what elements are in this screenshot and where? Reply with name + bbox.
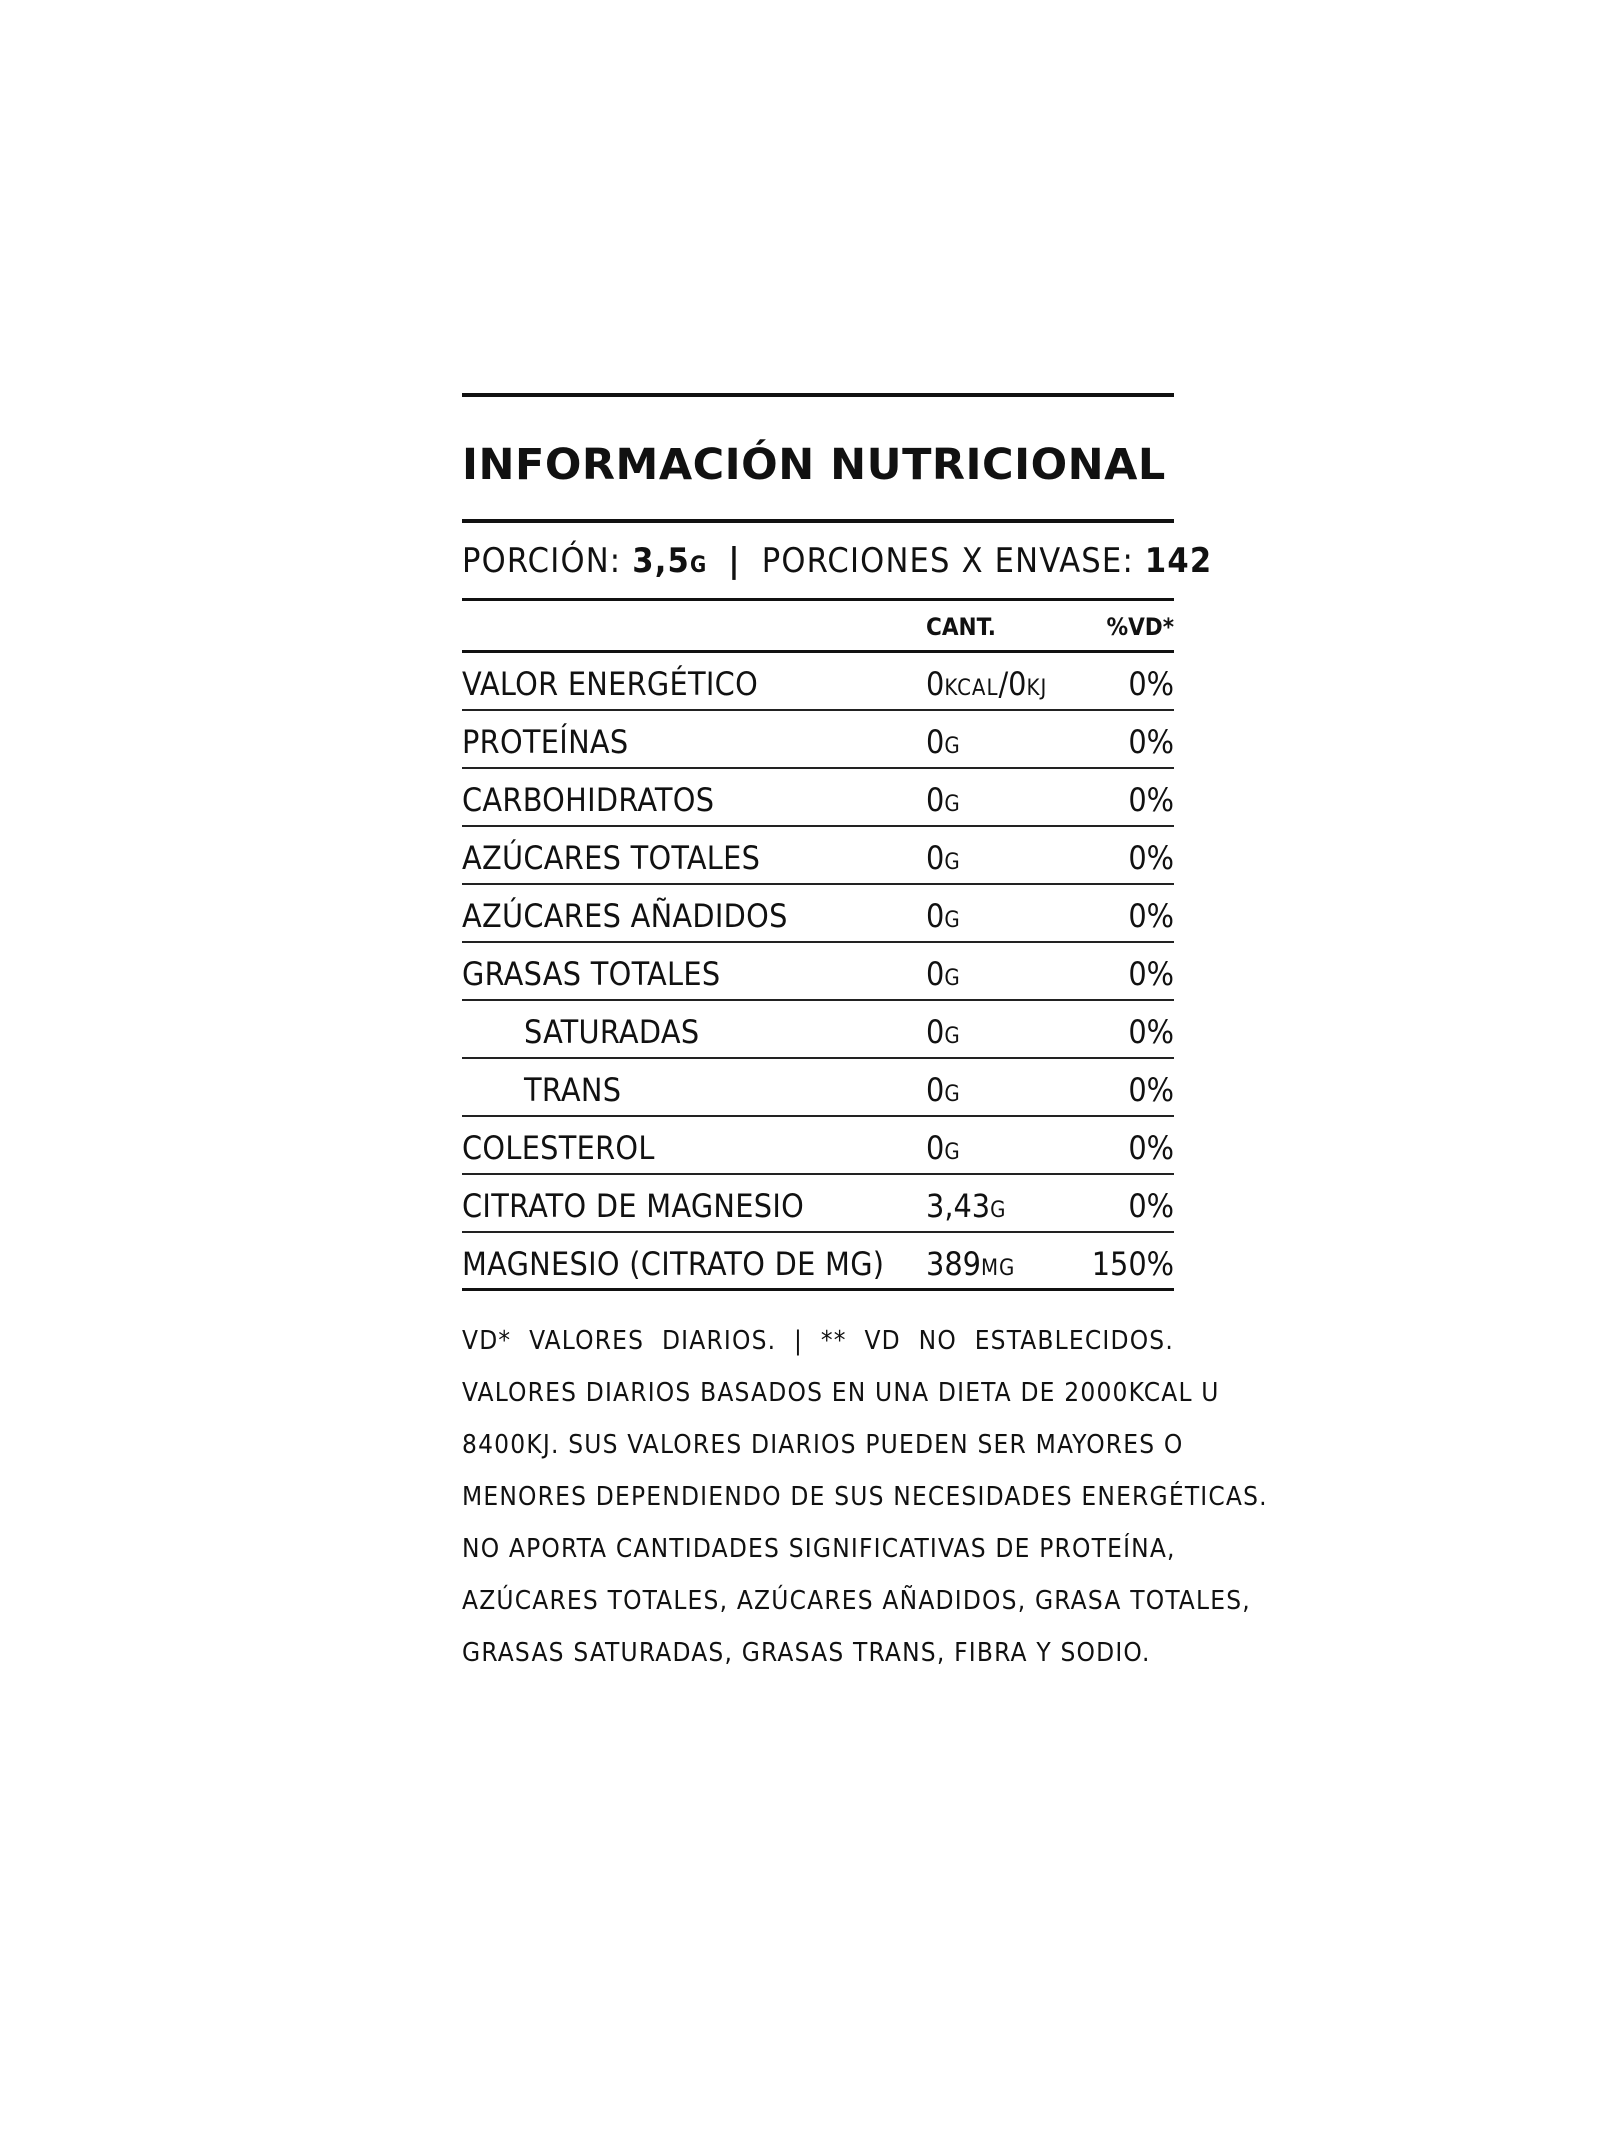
column-header	[462, 601, 1174, 653]
nutrient-amount	[926, 839, 961, 877]
nutrient-daily-value: 0%	[1128, 897, 1174, 935]
nutrient-amount	[926, 1129, 961, 1167]
footnotes	[462, 1315, 1268, 1679]
amount-unit: G	[944, 792, 961, 817]
daily-value-column-header: %VD*	[1106, 613, 1174, 641]
portion-size-value: 3,5	[632, 541, 691, 581]
amount-value: 0	[926, 1129, 945, 1167]
portions-per-pack-label: PORCIONES X ENVASE:	[761, 541, 1134, 581]
nutrient-row	[462, 943, 1174, 1001]
portion-line	[462, 523, 1213, 601]
amount-value: 0	[926, 897, 945, 935]
portion-size-unit: G	[690, 553, 708, 578]
nutrient-amount	[926, 955, 961, 993]
nutrient-daily-value: 0%	[1128, 955, 1174, 993]
amount-unit: G	[944, 734, 961, 759]
nutrition-facts-panel	[462, 393, 1268, 1679]
amount-unit: MG	[980, 1256, 1016, 1281]
nutrient-daily-value: 150%	[1091, 1245, 1174, 1283]
amount-unit-secondary: KJ	[1026, 676, 1048, 701]
nutrient-daily-value: 0%	[1128, 665, 1174, 703]
amount-unit: G	[944, 1024, 961, 1049]
nutrient-amount	[926, 665, 1047, 703]
amount-unit: G	[944, 966, 961, 991]
amount-unit: G	[944, 850, 961, 875]
nutrient-rows	[462, 653, 1174, 1291]
nutrient-amount	[926, 781, 961, 819]
nutrient-daily-value: 0%	[1128, 1129, 1174, 1167]
nutrient-daily-value: 0%	[1128, 1187, 1174, 1225]
nutrient-name: AZÚCARES TOTALES	[462, 839, 761, 877]
amount-value: 0	[926, 665, 945, 703]
amount-unit: KCAL	[944, 676, 999, 701]
amount-value: 0	[926, 723, 945, 761]
footnote-line: MENORES DEPENDIENDO DE SUS NECESIDADES ENERGÉTICAS.	[462, 1482, 1268, 1512]
nutrient-daily-value: 0%	[1128, 1013, 1174, 1051]
nutrient-name: SATURADAS	[524, 1013, 700, 1051]
nutrient-name: VALOR ENERGÉTICO	[462, 665, 759, 703]
nutrient-name: PROTEÍNAS	[462, 723, 629, 761]
amount-unit: G	[944, 1140, 961, 1165]
nutrient-row	[462, 653, 1174, 711]
nutrient-daily-value: 0%	[1128, 839, 1174, 877]
nutrient-row	[462, 769, 1174, 827]
nutrient-name: CITRATO DE MAGNESIO	[462, 1187, 805, 1225]
nutrient-amount	[926, 1071, 961, 1109]
nutrient-daily-value: 0%	[1128, 723, 1174, 761]
nutrient-row	[462, 1117, 1174, 1175]
amount-unit: G	[990, 1198, 1007, 1223]
nutrient-amount	[926, 1245, 1015, 1283]
amount-unit: G	[944, 1082, 961, 1107]
footnote-line: VD* VALORES DIARIOS. | ** VD NO ESTABLECIDOS.	[462, 1326, 1174, 1356]
nutrient-amount	[926, 1187, 1006, 1225]
nutrient-row	[462, 1001, 1174, 1059]
footnote-line: VALORES DIARIOS BASADOS EN UNA DIETA DE 2000KCAL U	[462, 1378, 1220, 1408]
nutrient-amount	[926, 1013, 961, 1051]
amount-value: 0	[926, 839, 945, 877]
footnote-line: NO APORTA CANTIDADES SIGNIFICATIVAS DE PROTEÍNA,	[462, 1534, 1176, 1564]
amount-value-secondary: 0	[1008, 665, 1027, 703]
amount-unit: G	[944, 908, 961, 933]
nutrient-row	[462, 827, 1174, 885]
nutrient-daily-value: 0%	[1128, 781, 1174, 819]
nutrient-row	[462, 885, 1174, 943]
nutrient-name: GRASAS TOTALES	[462, 955, 721, 993]
nutrient-row	[462, 1175, 1174, 1233]
amount-value: 0	[926, 1013, 945, 1051]
nutrient-daily-value: 0%	[1128, 1071, 1174, 1109]
footnote-line: AZÚCARES TOTALES, AZÚCARES AÑADIDOS, GRASA TOTALES,	[462, 1586, 1251, 1616]
footnote-line: 8400KJ. SUS VALORES DIARIOS PUEDEN SER MAYORES O	[462, 1430, 1184, 1460]
nutrient-name: TRANS	[524, 1071, 622, 1109]
amount-value: 3,43	[926, 1187, 991, 1225]
amount-column-header: CANT.	[926, 613, 996, 641]
amount-value: 0	[926, 955, 945, 993]
nutrient-name: CARBOHIDRATOS	[462, 781, 715, 819]
nutrient-row	[462, 711, 1174, 769]
panel-title: INFORMACIÓN NUTRICIONAL	[462, 440, 1166, 490]
nutrient-amount	[926, 723, 961, 761]
nutrient-name: MAGNESIO (CITRATO DE MG)	[462, 1245, 885, 1283]
nutrient-row	[462, 1059, 1174, 1117]
portion-label: PORCIÓN:	[462, 541, 622, 581]
portion-separator: |	[728, 541, 741, 581]
nutrient-name: AZÚCARES AÑADIDOS	[462, 897, 788, 935]
nutrient-name: COLESTEROL	[462, 1129, 655, 1167]
nutrient-row	[462, 1233, 1174, 1291]
nutrient-amount	[926, 897, 961, 935]
amount-value: 0	[926, 1071, 945, 1109]
amount-value: 389	[926, 1245, 981, 1283]
amount-value: 0	[926, 781, 945, 819]
amount-slash: /	[998, 665, 1009, 703]
footnote-line: GRASAS SATURADAS, GRASAS TRANS, FIBRA Y SODIO.	[462, 1638, 1151, 1668]
portions-per-pack-value: 142	[1144, 541, 1213, 581]
